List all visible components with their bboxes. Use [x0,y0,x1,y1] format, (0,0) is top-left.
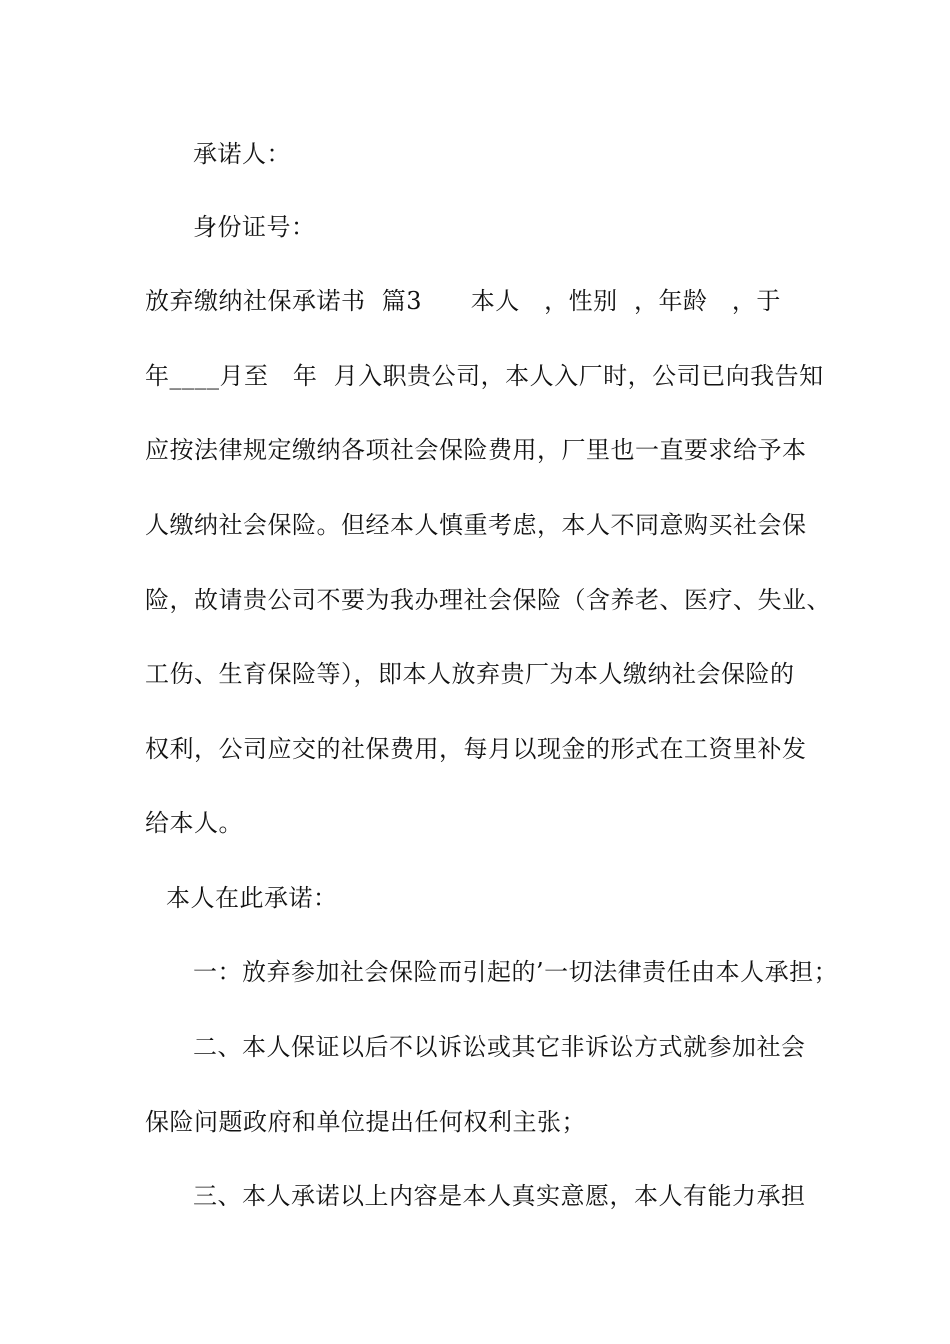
paragraph-line: 年____月至 年 月入职贵公司，本人入厂时，公司已向我告知 [145,362,824,390]
promise-item-2-continued: 保险问题政府和单位提出任何权利主张； [145,1108,586,1136]
paragraph-line: 权利，公司应交的社保费用，每月以现金的形式在工资里补发 [145,735,807,763]
promise-heading: 本人在此承诺： [166,884,338,912]
promise-item-1: 一：放弃参加社会保险而引起的’一切法律责任由本人承担； [193,958,839,986]
paragraph-line: 人缴纳社会保险。但经本人慎重考虑，本人不同意购买社会保 [145,511,807,539]
paragraph-line: 应按法律规定缴纳各项社会保险费用，厂里也一直要求给予本 [145,436,807,464]
promisor-label: 承诺人： [193,140,291,168]
promise-item-3: 三、本人承诺以上内容是本人真实意愿，本人有能力承担 [193,1182,806,1210]
paragraph-line: 险，故请贵公司不要为我办理社会保险（含养老、医疗、失业、 [145,586,831,614]
promise-item-2: 二、本人保证以后不以诉讼或其它非诉讼方式就参加社会 [193,1033,806,1061]
id-number-label: 身份证号： [193,213,316,241]
paragraph-line: 工伤、生育保险等），即本人放弃贵厂为本人缴纳社会保险的 [145,660,795,688]
paragraph-line: 放弃缴纳社保承诺书 篇3 本人 ，性别 ，年龄 ，于 [145,287,781,315]
paragraph-line: 给本人。 [145,809,243,837]
